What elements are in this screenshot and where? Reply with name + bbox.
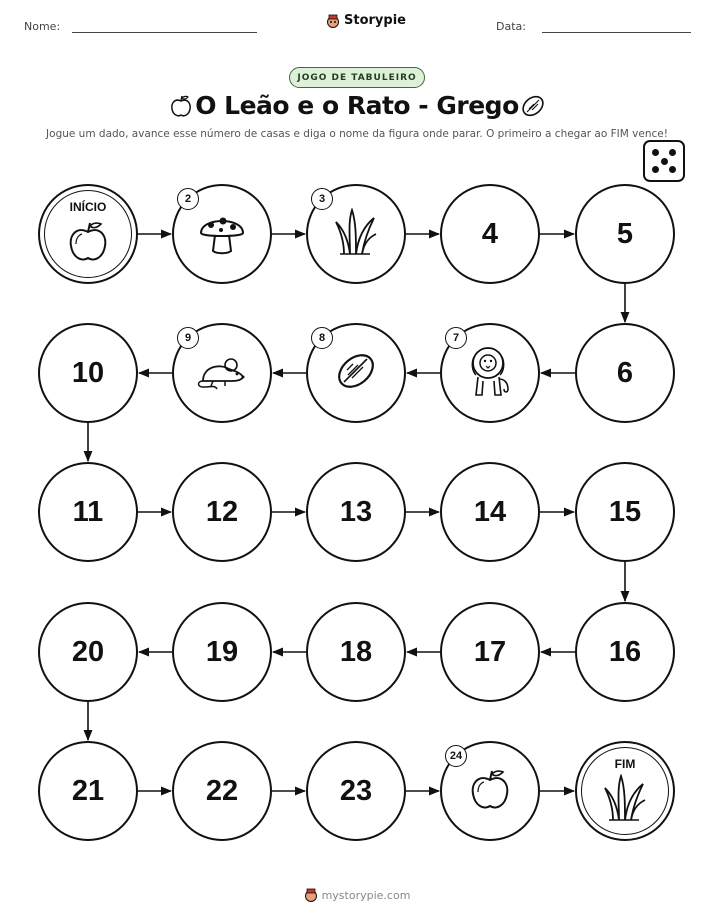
board-space-22 bbox=[172, 741, 272, 841]
space-number-badge: 3 bbox=[311, 188, 333, 210]
apple-icon bbox=[65, 218, 111, 268]
board-space-23 bbox=[306, 741, 406, 841]
space-number: 17 bbox=[473, 635, 507, 668]
mushroom-icon bbox=[197, 207, 247, 261]
apple-icon bbox=[467, 766, 513, 816]
game-type-badge: JOGO DE TABULEIRO bbox=[289, 67, 425, 88]
space-number: 13 bbox=[339, 495, 373, 528]
board-space-2 bbox=[172, 184, 272, 284]
board-space-13 bbox=[306, 462, 406, 562]
space-number-badge: 2 bbox=[177, 188, 199, 210]
space-number-badge: 24 bbox=[445, 745, 467, 767]
board-space-4 bbox=[440, 184, 540, 284]
board-space-16 bbox=[575, 602, 675, 702]
space-number-badge: 9 bbox=[177, 327, 199, 349]
page-title: O Leão e o Rato - Grego bbox=[195, 91, 519, 120]
finish-space bbox=[575, 741, 675, 841]
board-space-9 bbox=[172, 323, 272, 423]
board-space-18 bbox=[306, 602, 406, 702]
space-number: 10 bbox=[71, 356, 105, 389]
board-space-10 bbox=[38, 323, 138, 423]
board-space-17 bbox=[440, 602, 540, 702]
space-number: 15 bbox=[608, 495, 642, 528]
name-label: Nome: bbox=[24, 20, 61, 33]
finish-label: FIM bbox=[614, 757, 636, 771]
space-number: 20 bbox=[71, 635, 105, 668]
board-space-20 bbox=[38, 602, 138, 702]
space-number: 4 bbox=[481, 217, 499, 250]
space-number-badge: 8 bbox=[311, 327, 333, 349]
date-label: Data: bbox=[496, 20, 526, 33]
grass-icon bbox=[334, 208, 378, 260]
board-space-8 bbox=[306, 323, 406, 423]
space-number: 16 bbox=[608, 635, 642, 668]
space-number: 11 bbox=[72, 495, 104, 528]
space-number: 12 bbox=[205, 495, 239, 528]
board-space-6 bbox=[575, 323, 675, 423]
mouse-icon bbox=[195, 351, 249, 395]
brand-name: Storypie bbox=[344, 13, 406, 28]
board-space-12 bbox=[172, 462, 272, 562]
board-space-11 bbox=[38, 462, 138, 562]
space-number: 22 bbox=[205, 774, 239, 807]
grass-icon bbox=[603, 774, 647, 826]
space-number: 18 bbox=[339, 635, 373, 668]
board-space-19 bbox=[172, 602, 272, 702]
space-number: 23 bbox=[339, 774, 373, 807]
board-space-14 bbox=[440, 462, 540, 562]
footer-mascot-icon bbox=[304, 888, 318, 902]
space-number: 19 bbox=[205, 635, 239, 668]
board-space-21 bbox=[38, 741, 138, 841]
footer-url: mystorypie.com bbox=[321, 888, 411, 902]
space-number: 14 bbox=[473, 495, 507, 528]
board-space-5 bbox=[575, 184, 675, 284]
board-space-15 bbox=[575, 462, 675, 562]
start-space bbox=[38, 184, 138, 284]
space-number: 6 bbox=[616, 356, 634, 389]
space-number-badge: 7 bbox=[445, 327, 467, 349]
space-number: 21 bbox=[71, 774, 105, 807]
board-space-7 bbox=[440, 323, 540, 423]
footer bbox=[0, 888, 714, 902]
lion-icon bbox=[468, 345, 512, 401]
board-space-3 bbox=[306, 184, 406, 284]
seed-icon bbox=[333, 348, 379, 398]
board-space-24 bbox=[440, 741, 540, 841]
start-label: INÍCIO bbox=[69, 200, 107, 214]
instructions: Jogue um dado, avance esse número de casas e diga o nome da figura onde parar. O primeiro a chegar ao FIM vence! bbox=[46, 128, 668, 140]
space-number: 5 bbox=[616, 217, 634, 250]
